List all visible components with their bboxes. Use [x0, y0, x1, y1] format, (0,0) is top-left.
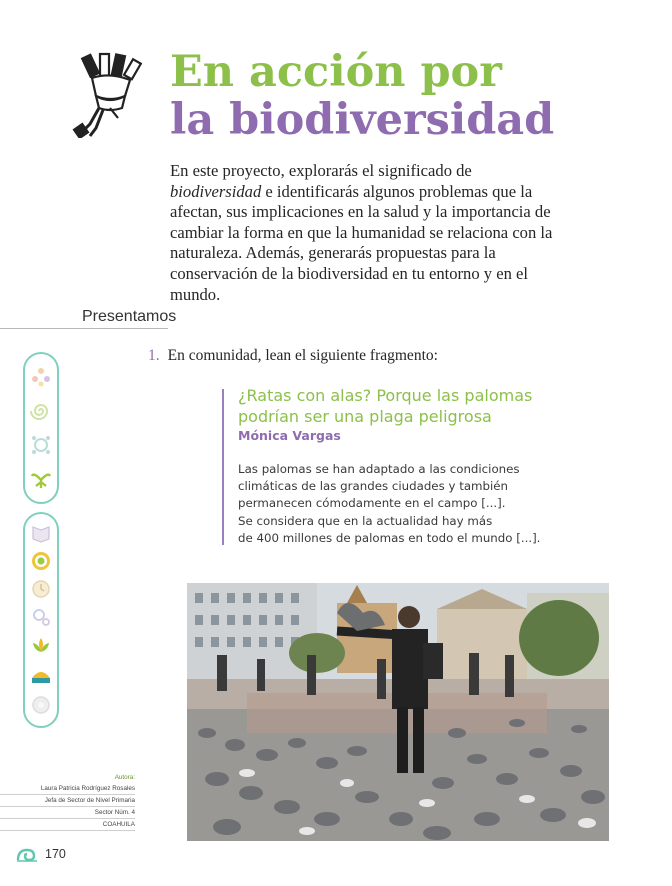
- activity-item: [148, 347, 438, 365]
- page-number: 170: [45, 847, 66, 861]
- people-icon: [30, 366, 52, 388]
- quote-title-line-2: podrían ser una plaga peligrosa: [238, 407, 492, 426]
- side-icon-group-2: [23, 512, 59, 728]
- quote-line: de 400 millones de palomas en todo el mundo [...].: [238, 530, 541, 545]
- hands-tools-icon: [70, 52, 150, 138]
- quote-author: Mónica Vargas: [238, 428, 341, 443]
- lotus-icon: [30, 634, 52, 656]
- book-icon: [30, 522, 52, 544]
- credits-sector: Sector Núm. 4: [0, 807, 135, 819]
- title-line-2: la biodiversidad: [170, 95, 555, 145]
- network-icon: [30, 434, 52, 456]
- section-divider: [0, 328, 168, 329]
- target-icon: [30, 550, 52, 572]
- snail-icon: [16, 846, 38, 862]
- quote-line: Se considera que en la actualidad hay más: [238, 513, 493, 528]
- quote-line: permanecen cómodamente en el campo [...].: [238, 496, 506, 511]
- quote-text: [238, 461, 568, 547]
- clock-icon: [30, 578, 52, 600]
- quote-title: [238, 385, 558, 427]
- side-icon-group-1: [23, 352, 59, 504]
- author-credits: [0, 772, 135, 831]
- quote-line: Las palomas se han adaptado a las condiciones: [238, 462, 520, 476]
- quote-bar: [222, 389, 224, 545]
- quote-line: climáticas de las grandes ciudades y también: [238, 479, 509, 494]
- activity-text: En comunidad, lean el siguiente fragmento:: [167, 347, 438, 364]
- globe-icon: [30, 664, 52, 686]
- search-icon: [30, 606, 52, 628]
- intro-text-end: e identificarás algunos problemas que la afectan, sus implicaciones en la salud y la importancia de cambiar la forma en que la humanidad se relaciona con la naturaleza. Además, generarás propuestas para la conservación de la biodiversidad en tu entorno y en el mundo.: [170, 181, 553, 304]
- intro-text-start: En este proyecto, explorarás el significado de: [170, 161, 472, 180]
- intro-emphasis: biodiversidad: [170, 181, 262, 201]
- credits-name: Laura Patricia Rodríguez Rosales: [0, 783, 135, 795]
- credits-role: Jefa de Sector de Nivel Primaria: [0, 795, 135, 807]
- credits-label: Autora:: [114, 774, 135, 781]
- intro-paragraph: [170, 161, 560, 305]
- activity-number: 1.: [148, 347, 160, 364]
- quote-title-line-1: ¿Ratas con alas? Porque las palomas: [238, 386, 533, 405]
- growth-icon: [30, 468, 52, 490]
- pigeons-plaza-photo: [187, 583, 609, 841]
- title-line-1: En acción por: [170, 47, 502, 97]
- spiral-icon: [30, 400, 52, 422]
- credits-state: COAHUILA: [0, 819, 135, 831]
- compass-icon: [30, 694, 52, 716]
- page-title: [170, 48, 554, 144]
- section-title: Presentamos: [82, 308, 177, 325]
